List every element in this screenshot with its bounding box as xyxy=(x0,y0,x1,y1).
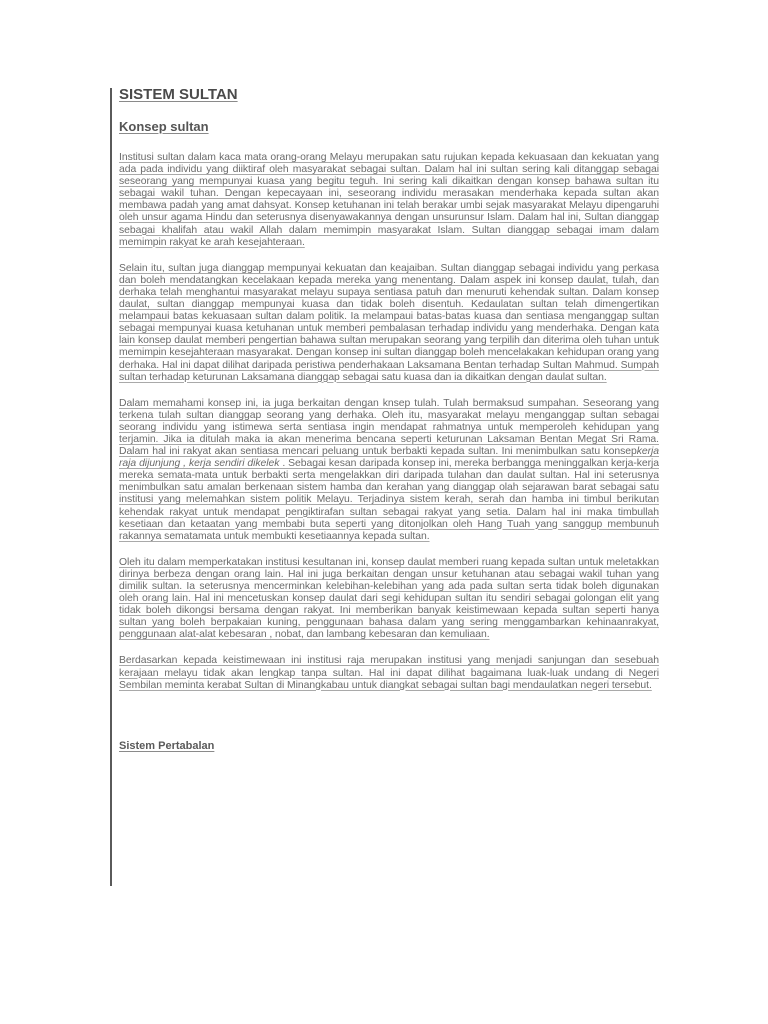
paragraph-1: Institusi sultan dalam kaca mata orang-orang Melayu merupakan satu rujukan kepada kekuasaan dan kekuatan yang ada pada individu yang diiktiraf oleh masyarakat sebagai sultan. Dalam hal ini sultan sering kali ditanggap sebagai seseorang yang mempunyai kuasa yang begitu teguh. Ini sering kali dikaitkan dengan konsep bahawa sultan itu sebagai wakil tuhan. Dengan kepecayaan ini, seseorang individu merasakan menderhaka kepada sultan akan membawa padah yang amat dahsyat. Konsep ketuhanan ini telah berakar umbi sejak masyarakat Melayu dipengaruhi oleh unsur agama Hindu dan seterusnya disenyawakannya dengan unsurunsur Islam. Dalam hal ini, Sultan dianggap sebagai khalifah atau wakil Allah dalam memimpin masyarakat Islam. Sultan dianggap sebagai imam dalam memimpin rakyat ke arah kesejahteraan. xyxy=(119,152,659,248)
paragraph-3-intro: Dalam memahami konsep ini, ia juga berkaitan dengan knsep tulah. Tulah bermaksud sumpahan. Seseorang yang terkena tulah sultan dianggap seorang yang derhaka. Oleh itu, masyarakat melayu menganggap sultan sebagai seorang individu yang istimewa serta sentiasa ingin mendapat rahmatnya untuk memperoleh kehidupan yang terjamin. Jika ia ditulah maka ia akan menerima bencana seperti keturunan Laksaman Bentan Megat Sri Rama. Dalam hal ini rakyat akan sentiasa mencari peluang untuk berbakti kepada sultan. Ini menimbulkan satu konsep xyxy=(119,397,659,458)
paragraph-3-italic-phrase: kerja raja dijunjung , kerja sendiri dikelek xyxy=(119,446,659,470)
margin-rule xyxy=(110,88,112,886)
document-content xyxy=(119,86,659,753)
sub-heading-sistem-pertabalan: Sistem Pertabalan xyxy=(119,739,215,752)
paragraph-4: Oleh itu dalam memperkatakan institusi kesultanan ini, konsep daulat memberi ruang kepada sultan untuk meletakkan dirinya berbeza dengan orang lain. Hal ini juga berkaitan dengan unsur ketuhanan atau sebagai wakil tuhan yang dimilik sultan. Ia seterusnya mencerminkan kelebihan-kelebihan yang ada pada sultan serta tidak boleh digunakan oleh orang lain. Hal ini mencetuskan konsep daulat dari segi kehidupan sultan itu sendiri sebagai golongan elit yang tidak boleh dikongsi bersama dengan rakyat. Ini memberikan banyak keistimewaan kepada sultan seperti hanya sultan yang boleh berpakaian kuning, penggunaan bahasa dalam yang sering menggambarkan kehinaanrakyat, penggunaan alat-alat kebesaran , nobat, dan lambang kebesaran dan kemuliaan. xyxy=(119,556,659,641)
section-heading-konsep-sultan: Konsep sultan xyxy=(119,119,209,134)
document-title: SISTEM SULTAN xyxy=(119,86,238,103)
paragraph-5: Berdasarkan kepada keistimewaan ini institusi raja merupakan institusi yang menjadi sanjungan dan sesebuah kerajaan melayu tidak akan lengkap tanpa sultan. Hal ini dapat dilihat bagaimana luak-luak undang di Negeri Sembilan meminta kerabat Sultan di Minangkabau untuk diangkat sebagai sultan bagi mendaulatkan negeri tersebut. xyxy=(119,655,659,691)
paragraph-3 xyxy=(119,398,659,543)
paragraph-3-rest: . Sebagai kesan daripada konsep ini, mereka berbangga meninggalkan kerja-kerja mereka semata-mata untuk berbakti serta mengelakkan diri daripada tulahan dan daulat sultan. Hal ini seterusnya menimbulkan satu amalan berkenaan sistem hamba dan kerahan yang dianggap olah sejarawan barat sebagai satu institusi yang melemahkan sistem politik Melayu. Terjadinya sistem kerah, serah dan hamba ini timbul berikutan kehendak rakyat untuk mendapat pengiktirafan sultan sebagai rakyat yang setia. Dalam hal ini maka timbullah kesetiaan dan ketaatan yang membabi buta seperti yang ditonjolkan oleh Hang Tuah yang sanggup membunuh rakannya sematamata untuk membukti kesetiaannya kepada sultan. xyxy=(119,458,659,542)
paragraph-2: Selain itu, sultan juga dianggap mempunyai kekuatan dan keajaiban. Sultan dianggap sebagai individu yang perkasa dan boleh mendatangkan kecelakaan kepada mereka yang menentang. Dalam aspek ini konsep daulat, tulah, dan derhaka telah menghantui masyarakat melayu supaya sentiasa patuh dan menuruti kehendak sultan. Dalam konsep daulat, sultan dianggap mempunyai kuasa dan tidak boleh disentuh. Kedaulatan sultan telah dimengertikan melampaui batas kekuasaan sultan dalam politik. Ia melampaui batas-batas kuasa dan sentiasa menganggap sultan sebagai mempunyai kuasa ketuhanan untuk memberi pembalasan terhadap individu yang menderhaka. Dengan kata lain konsep daulat memberi pengertian bahawa sultan merupakan seorang yang terpilih dan diterima oleh tuhan untuk memimpin kesejahteraan masyarakat. Dengan konsep ini sultan dianggap boleh mencelakakan kehidupan orang yang derhaka. Hal ini dapat dilihat daripada peristiwa penderhakaan Laksamana Bentan terhadap Sultan Mahmud. Sumpah sultan terhadap keturunan Laksamana dianggap sebagai satu kuasa dan ia dikaitkan dengan daulat sultan. xyxy=(119,262,659,383)
